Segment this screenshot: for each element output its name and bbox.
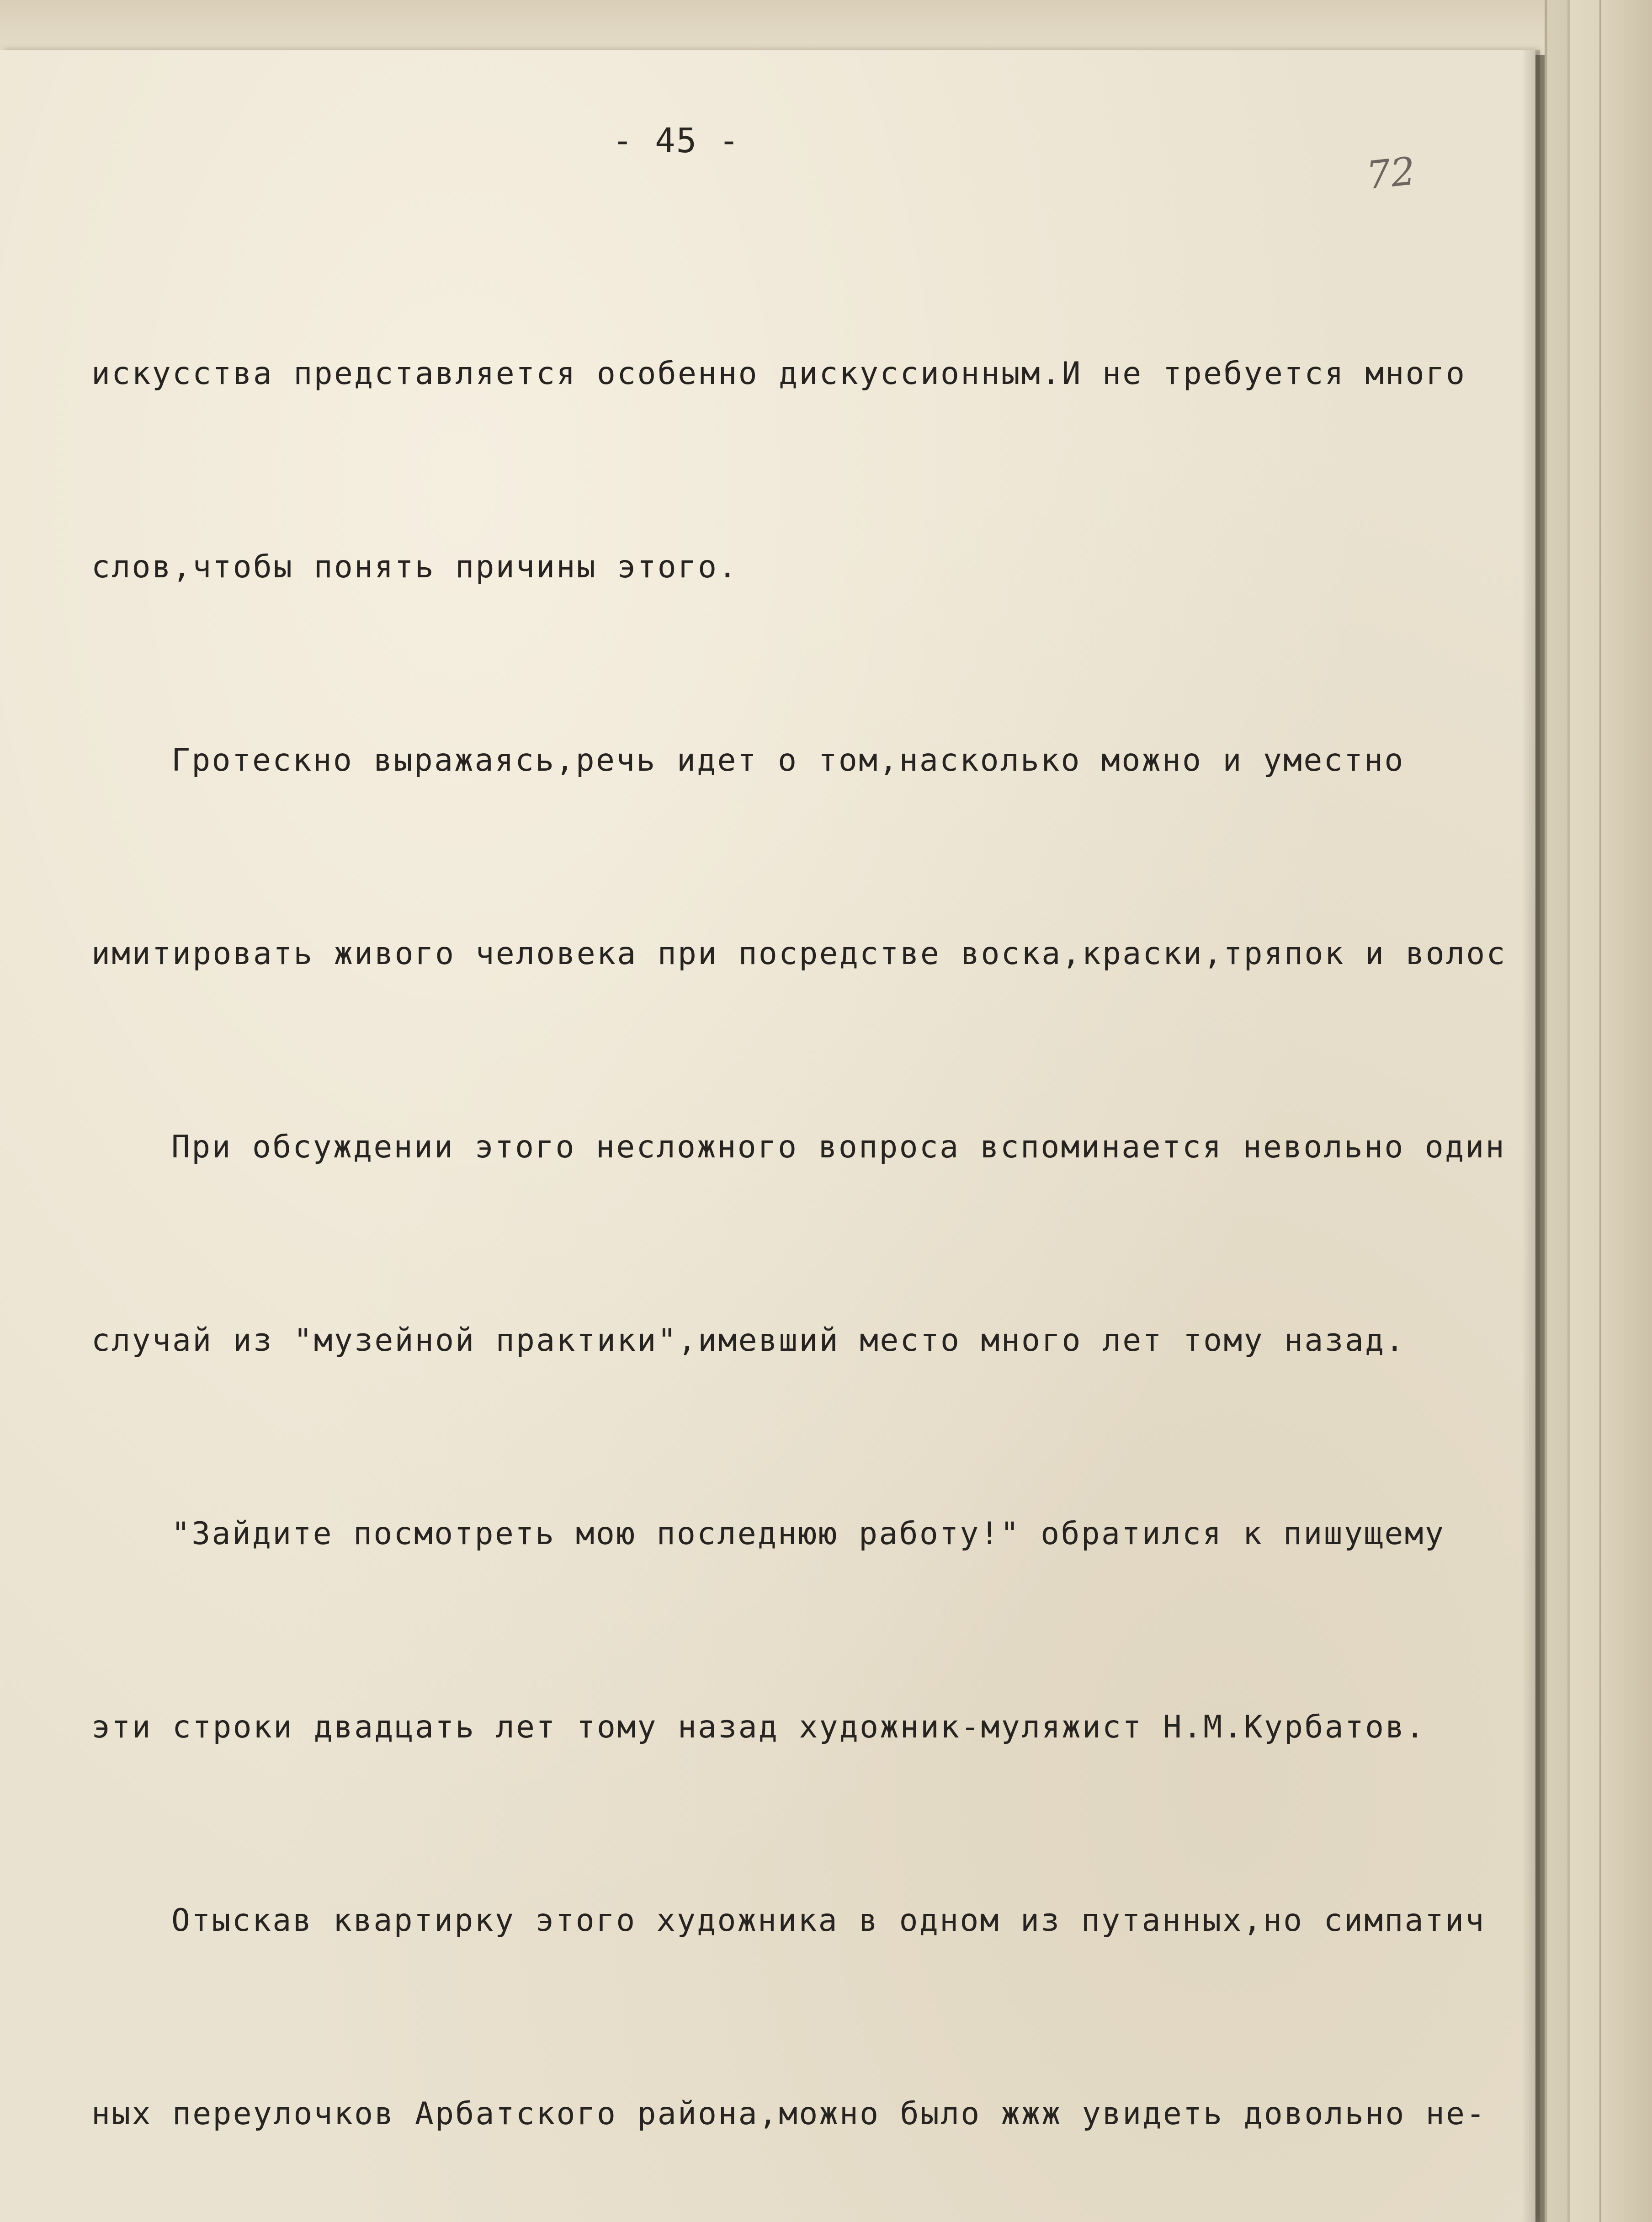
page-edge-shadow — [1522, 50, 1540, 2222]
text-line: искусства представляется особенно дискуссионным.И не требуется много — [91, 356, 1466, 392]
text-line: ных переулочков Арбатского района,можно было жжж увидеть довольно не- — [91, 2096, 1487, 2132]
text-line: Гротескно выражаясь,речь идет о том,насколько можно и уместно — [171, 742, 1405, 778]
text-line: слов,чтобы понять причины этого. — [91, 549, 738, 585]
text-line: эти строки двадцать лет тому назад художник-муляжист Н.М.Курбатов. — [91, 1709, 1426, 1745]
text-line: Отыскав квартирку этого художника в одном из путанных,но симпатич — [171, 1902, 1486, 1939]
archive-folio-number: 72 — [1364, 148, 1418, 198]
text-line: При обсуждении этого несложного вопроса вспоминается невольно один — [171, 1129, 1506, 1165]
text-line: имитировать живого человека при посредстве воска,краски,тряпок и волос — [91, 936, 1507, 972]
page-number: - 45 - — [612, 121, 740, 160]
back-sheet-edge-3 — [1599, 0, 1652, 2222]
text-line: случай из "музейной практики",имевший место много лет тому назад. — [91, 1322, 1406, 1359]
back-sheet-top-edge — [0, 0, 1652, 55]
page-body-text — [91, 213, 1535, 2222]
typewritten-page — [0, 50, 1535, 2222]
text-line: "Зайдите посмотреть мою последнюю работу!" обратился к пишущему — [171, 1516, 1445, 1552]
